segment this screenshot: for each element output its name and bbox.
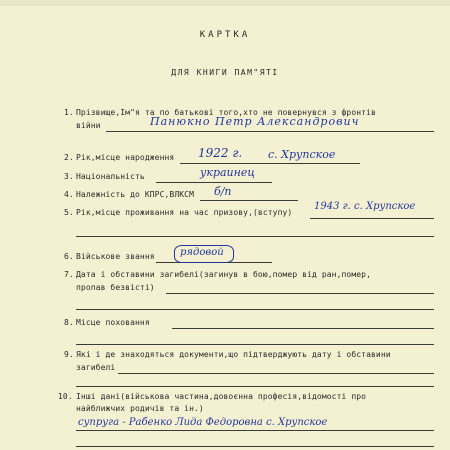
- field-3-label: Національність: [76, 172, 145, 181]
- field-2-label: Рік,місце народження: [76, 153, 175, 162]
- field-1-number: 1.: [64, 108, 74, 117]
- field-9-label: Які і де знаходяться документи,що підтверджують дату і обставини: [76, 350, 391, 359]
- field-7-line: [166, 293, 434, 294]
- field-1-label-cont: війни: [76, 121, 101, 130]
- field-4-number: 4.: [64, 190, 74, 199]
- field-3-number: 3.: [64, 172, 74, 181]
- field-5-value: 1943 г. с. Хрупское: [314, 201, 416, 212]
- field-8-label: Місце поховання: [76, 318, 150, 327]
- field-1-value: Панюкно Петр Александрович: [150, 115, 360, 128]
- field-5-line: [310, 218, 434, 219]
- field-5-label: Рік,місце проживання на час призову,(вступу): [76, 208, 293, 217]
- field-5-line-2: [76, 236, 434, 237]
- field-4-line: [200, 200, 298, 201]
- field-9-label-cont: загибелі: [76, 363, 116, 372]
- field-4-label: Належність до КПРС,ВЛКСМ: [76, 190, 194, 199]
- field-7-line-2: [76, 309, 434, 310]
- field-7-number: 7.: [64, 270, 74, 279]
- field-2-place: с. Хрупское: [268, 148, 336, 161]
- field-10-number: 10.: [58, 392, 73, 401]
- field-6-number: 6.: [64, 252, 74, 261]
- field-9-line: [118, 373, 434, 374]
- paper-edge: [0, 0, 450, 6]
- field-6-value: рядовой: [180, 247, 224, 258]
- field-2-year: 1922 г.: [198, 146, 243, 160]
- field-10-label-cont: найближчих родичів та ін.): [76, 404, 204, 413]
- field-8-line: [172, 328, 434, 329]
- card-subtitle: ДЛЯ КНИГИ ПАМ"ЯТІ: [171, 68, 279, 77]
- field-4-value: б/п: [214, 185, 232, 198]
- field-8-number: 8.: [64, 318, 74, 327]
- field-8-line-2: [76, 344, 434, 345]
- field-7-label: Дата і обставини загибелі(загинув в бою,помер від ран,помер,: [76, 270, 371, 279]
- field-1-label: Прізвище,Ім"я та по батькові того,хто не повернувся з фронтів: [76, 108, 376, 117]
- field-1-line: [106, 131, 434, 132]
- field-3-value: украинец: [200, 166, 256, 179]
- field-2-number: 2.: [64, 153, 74, 162]
- field-10-line: [76, 430, 434, 431]
- field-3-line: [156, 182, 272, 183]
- field-6-label: Військове звання: [76, 252, 155, 261]
- field-10-line-2: [76, 446, 434, 447]
- field-7-label-cont: пропав безвісті): [76, 283, 155, 292]
- field-10-label: Інші дані(військова частина,довоєнна професія,відомості про: [76, 392, 367, 401]
- field-10-value: супруга - Рабенко Лида Федоровна с. Хрупское: [78, 417, 328, 428]
- card-title: КАРТКА: [199, 30, 251, 40]
- field-9-number: 9.: [64, 350, 74, 359]
- field-2-line: [180, 163, 360, 164]
- field-9-line-2: [76, 386, 434, 387]
- field-5-number: 5.: [64, 208, 74, 217]
